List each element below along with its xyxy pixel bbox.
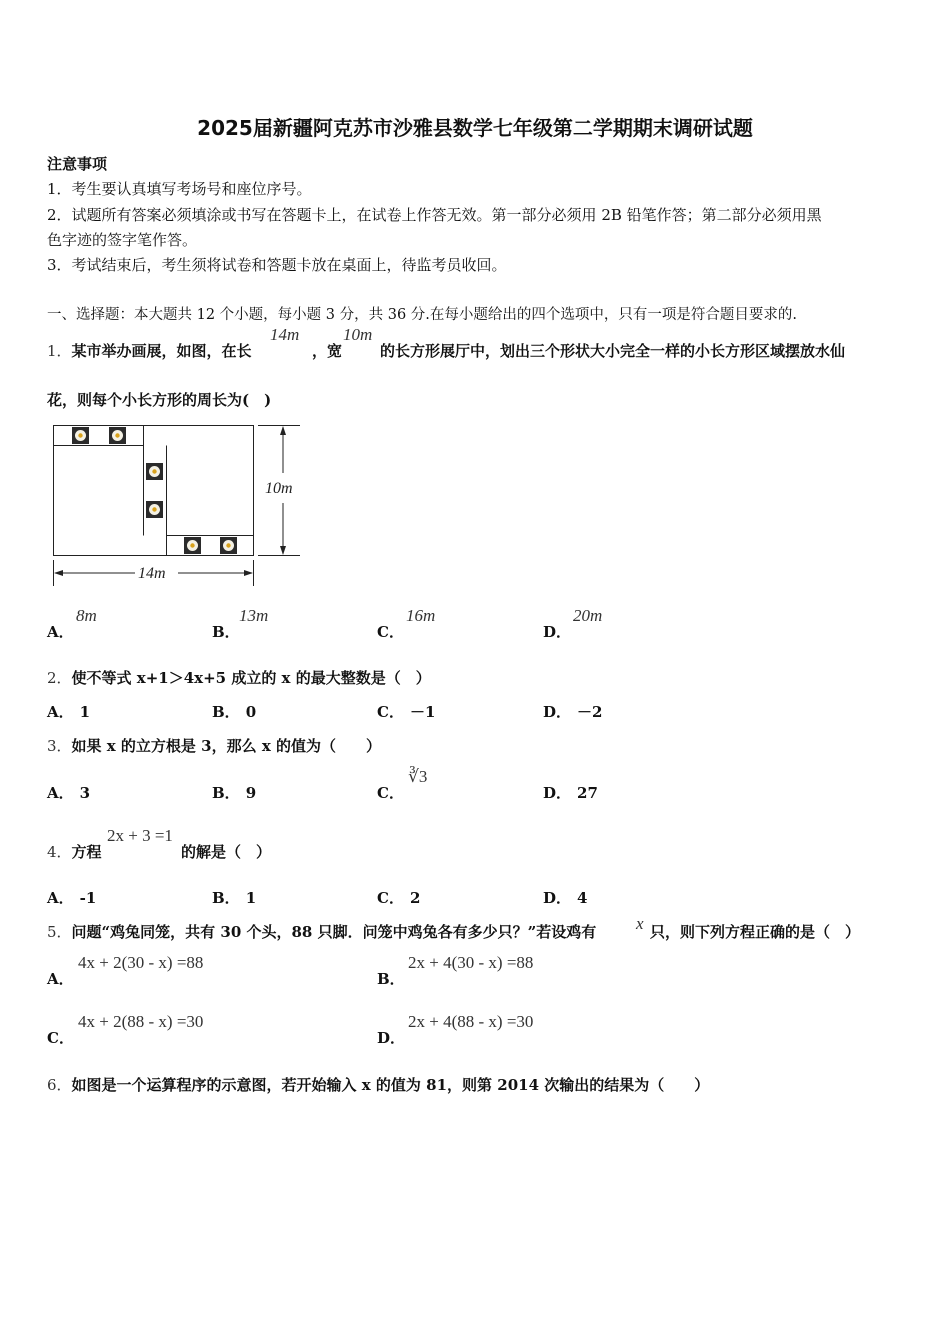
option-label: C． (377, 623, 404, 641)
option-value: 2x + 4(30 - x) =88 (408, 953, 534, 972)
notice-item: 色字迹的签字笔作答。 (47, 231, 198, 249)
option-d: D． 27 (543, 784, 598, 802)
height-label: 10m (265, 480, 293, 497)
question-2 (47, 667, 431, 688)
question-number: 3． (47, 737, 72, 755)
option-a: A． 3 (47, 784, 91, 802)
page-title: 2025届新疆阿克苏市沙雅县数学七年级第二学期期末调研试题 (197, 116, 753, 140)
equation: 2x + 3 =1 (107, 826, 173, 845)
question-number: 6． (47, 1076, 72, 1094)
flower-icon (109, 427, 126, 444)
question-number: 4． (47, 843, 72, 861)
option-label: D． (543, 623, 572, 641)
flower-tiles (72, 427, 237, 554)
flower-icon (146, 463, 163, 480)
flower-icon (184, 537, 201, 554)
option-d: D． －2 (543, 703, 603, 721)
option-value: 20m (573, 606, 603, 625)
flower-icon (220, 537, 237, 554)
option-value: 16m (406, 606, 436, 625)
notice-heading: 注意事项 (47, 155, 108, 173)
flower-icon (146, 501, 163, 518)
question-number: 5． (47, 923, 72, 941)
option-label: B． (212, 623, 240, 641)
question-number: 2． (47, 669, 72, 687)
question-text: 某市举办画展，如图，在长 (71, 342, 252, 360)
option-c: C． －1 (377, 703, 436, 721)
question-text: 的解是（ ） (181, 843, 272, 861)
question-6 (47, 1074, 709, 1095)
option-b: B． 9 (212, 784, 257, 802)
option-value: 8m (76, 606, 97, 625)
option-label: C． (47, 1029, 74, 1047)
width-label: 14m (138, 565, 166, 582)
question-text: 使不等式 x+1＞4x+5 成立的 x 的最大整数是（ ） (71, 669, 431, 687)
question-text: ，宽 (312, 342, 343, 360)
section-heading: 一、选择题：本大题共 12 个小题，每小题 3 分，共 36 分.在每小题给出的四个选项中，只有一项是符合题目要求的. (47, 307, 797, 323)
flower-icon (72, 427, 89, 444)
question-3 (47, 735, 381, 756)
option-label: B． (377, 970, 405, 988)
question-text: 只，则下列方程正确的是（ ） (650, 923, 861, 941)
option-value: 2x + 4(88 - x) =30 (408, 1012, 534, 1031)
option-label: D． (377, 1029, 406, 1047)
option-label: C． (377, 784, 404, 802)
option-value: ∛3 (408, 767, 428, 786)
question-text: 问题“鸡兔同笼，共有 30 个头，88 只脚．问笼中鸡兔各有多少只？”若设鸡有 (71, 923, 597, 941)
option-a: A． -1 (47, 889, 97, 907)
math-variable: x (636, 914, 644, 933)
question-number: 1． (47, 342, 72, 360)
question-text: 的长方形展厅中，划出三个形状大小完全一样的小长方形区域摆放水仙 (380, 342, 846, 360)
question-text: 方程 (71, 843, 102, 861)
option-b: B． 0 (212, 703, 257, 721)
notice-item: 3．考试结束后，考生须将试卷和答题卡放在桌面上，待监考员收回。 (47, 256, 507, 274)
option-b: B． 1 (212, 889, 257, 907)
math-length: 14m (270, 325, 300, 344)
option-value: 4x + 2(88 - x) =30 (78, 1012, 204, 1031)
notice-item: 2．试题所有答案必须填涂或书写在答题卡上，在试卷上作答无效。第一部分必须用 2B 铅笔作答；第二部分必须用黑 (47, 206, 822, 224)
question-text: 如果 x 的立方根是 3，那么 x 的值为（ ） (71, 737, 381, 755)
option-value: 4x + 2(30 - x) =88 (78, 953, 204, 972)
option-label: A． (47, 970, 74, 988)
question-text: 花，则每个小长方形的周长为( ) (47, 391, 272, 409)
q1-figure (40, 418, 310, 590)
option-a: A． 1 (47, 703, 91, 721)
question-1 (47, 340, 252, 361)
math-width: 10m (343, 325, 373, 344)
question-4 (47, 841, 102, 862)
option-d: D． 4 (543, 889, 588, 907)
option-value: 13m (239, 606, 269, 625)
question-5 (47, 921, 596, 942)
option-label: A． (47, 623, 74, 641)
option-c: C． 2 (377, 889, 421, 907)
notice-item: 1．考生要认真填写考场号和座位序号。 (47, 180, 312, 198)
question-text: 如图是一个运算程序的示意图，若开始输入 x 的值为 81，则第 2014 次输出的结果为（ ） (71, 1076, 710, 1094)
